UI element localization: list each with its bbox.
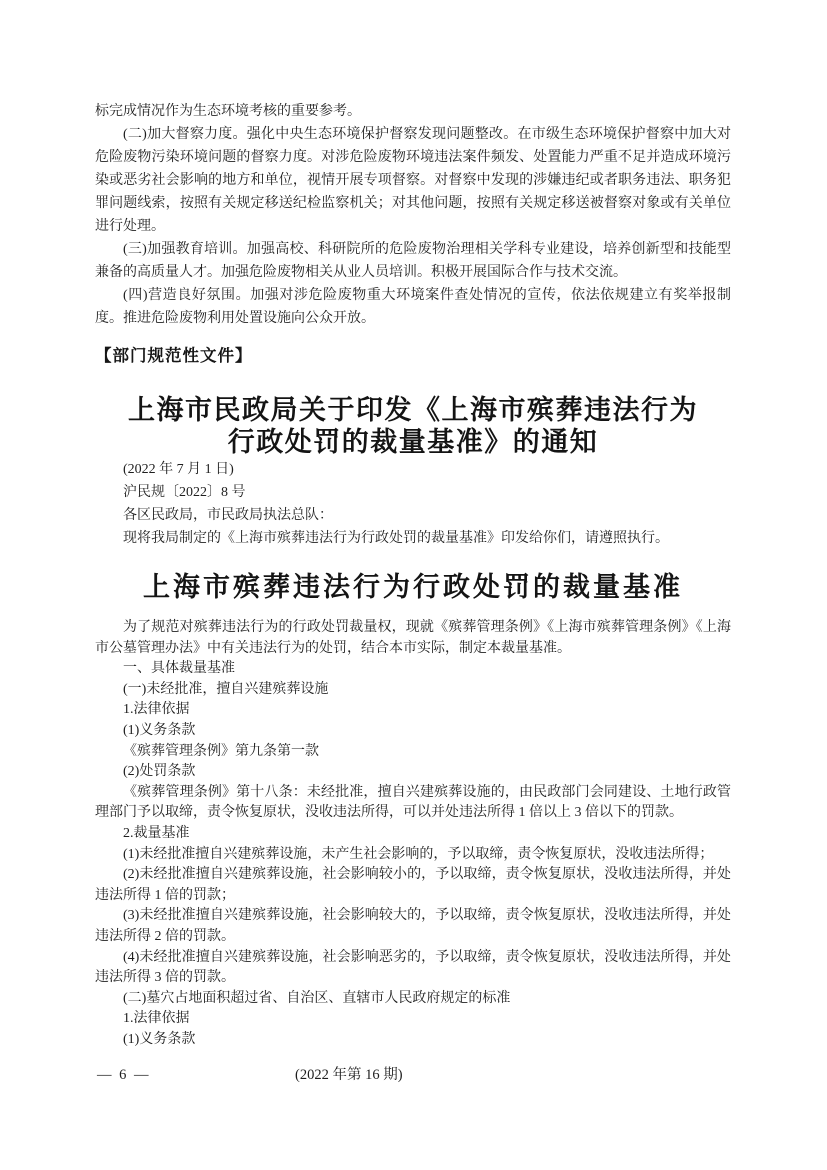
list-item: 1.法律依据: [123, 1011, 190, 1027]
paragraph: (四)营造良好氛围。加强对涉危险废物重大环境案件查处情况的宣传，依法依规建立有奖举报制度。推进危险废物利用处置设施向公众开放。: [95, 288, 731, 326]
list-item: 一、具体裁量基准: [123, 661, 235, 677]
list-item: (2)未经批准擅自兴建殡葬设施，社会影响较小的，予以取缔，责令恢复原状，没收违法所得，并处违法所得 1 倍的罚款；: [95, 867, 731, 903]
notice-title: [95, 394, 731, 458]
list-item: 1.法律依据: [123, 702, 190, 718]
list-item: 《殡葬管理条例》第九条第一款: [123, 743, 319, 759]
page-content: [95, 100, 731, 1050]
notice-title-line-1: 上海市民政局关于印发《上海市殡葬违法行为: [128, 395, 698, 425]
page-number: — 6 —: [97, 1067, 151, 1083]
paragraph: (二)加大督察力度。强化中央生态环境保护督察发现问题整改。在市级生态环境保护督察中加大对危险废物污染环境问题的督察力度。对涉危险废物环境违法案件频发、处置能力严重不足并造成环境污染或恶劣社会影响的地方和单位，视情开展专项督察。对督察中发现的涉嫌违纪或者职务违法、职务犯罪问题线索，按照有关规定移送纪检监察机关；对其他问题，按照有关规定移送被督察对象或有关单位进行处理。: [95, 127, 731, 234]
standard-body-section: [95, 618, 731, 1050]
paragraph: 《殡葬管理条例》第十八条：未经批准，擅自兴建殡葬设施的，由民政部门会同建设、土地行政管理部门予以取缔，责令恢复原状，没收违法所得，可以并处违法所得 1 倍以上 3 倍以下的罚款。: [95, 784, 731, 821]
list-item: (2)处罚条款: [123, 764, 196, 780]
section-label: 【部门规范性文件】: [95, 347, 253, 365]
paragraph: (三)加强教育培训。加强高校、科研院所的危险废物治理相关学科专业建设，培养创新型和技能型兼备的高质量人才。加强危险废物相关从业人员培训。积极开展国际合作与技术交流。: [95, 242, 731, 280]
list-item: 2.裁量基准: [123, 825, 190, 841]
standard-title: 上海市殡葬违法行为行政处罚的裁量基准: [143, 572, 683, 602]
issue-label: (2022 年第 16 期): [295, 1067, 403, 1083]
list-item: (4)未经批准擅自兴建殡葬设施，社会影响恶劣的，予以取缔，责令恢复原状，没收违法所得，并处违法所得 3 倍的罚款。: [95, 949, 731, 986]
list-item: (二)墓穴占地面积超过省、自治区、直辖市人民政府规定的标准: [123, 990, 511, 1006]
document-number: 沪民规〔2022〕8 号: [123, 485, 246, 500]
notice-title-line-2: 行政处罚的裁量基准》的通知: [227, 427, 599, 457]
salutation: 各区民政局，市民政局执法总队：: [123, 508, 333, 523]
list-item: (1)义务条款: [123, 1031, 196, 1047]
notice-date: (2022 年 7 月 1 日): [123, 462, 234, 477]
previous-document-section: [95, 100, 731, 330]
list-item: (1)义务条款: [123, 722, 196, 738]
list-item: (3)未经批准擅自兴建殡葬设施，社会影响较大的，予以取缔，责令恢复原状，没收违法所得，并处违法所得 2 倍的罚款。: [95, 908, 731, 944]
list-item: (一)未经批准，擅自兴建殡葬设施: [123, 681, 329, 697]
notice-body: 现将我局制定的《上海市殡葬违法行为行政处罚的裁量基准》印发给你们，请遵照执行。: [123, 531, 669, 546]
page-footer: [95, 1066, 731, 1086]
paragraph: 标完成情况作为生态环境考核的重要参考。: [95, 104, 361, 119]
list-item: (1)未经批准擅自兴建殡葬设施，未产生社会影响的，予以取缔，责令恢复原状，没收违法所得；: [123, 846, 714, 862]
paragraph: 为了规范对殡葬违法行为的行政处罚裁量权，现就《殡葬管理条例》《上海市殡葬管理条例》《上海市公墓管理办法》中有关违法行为的处罚，结合本市实际，制定本裁量基准。: [95, 620, 731, 656]
